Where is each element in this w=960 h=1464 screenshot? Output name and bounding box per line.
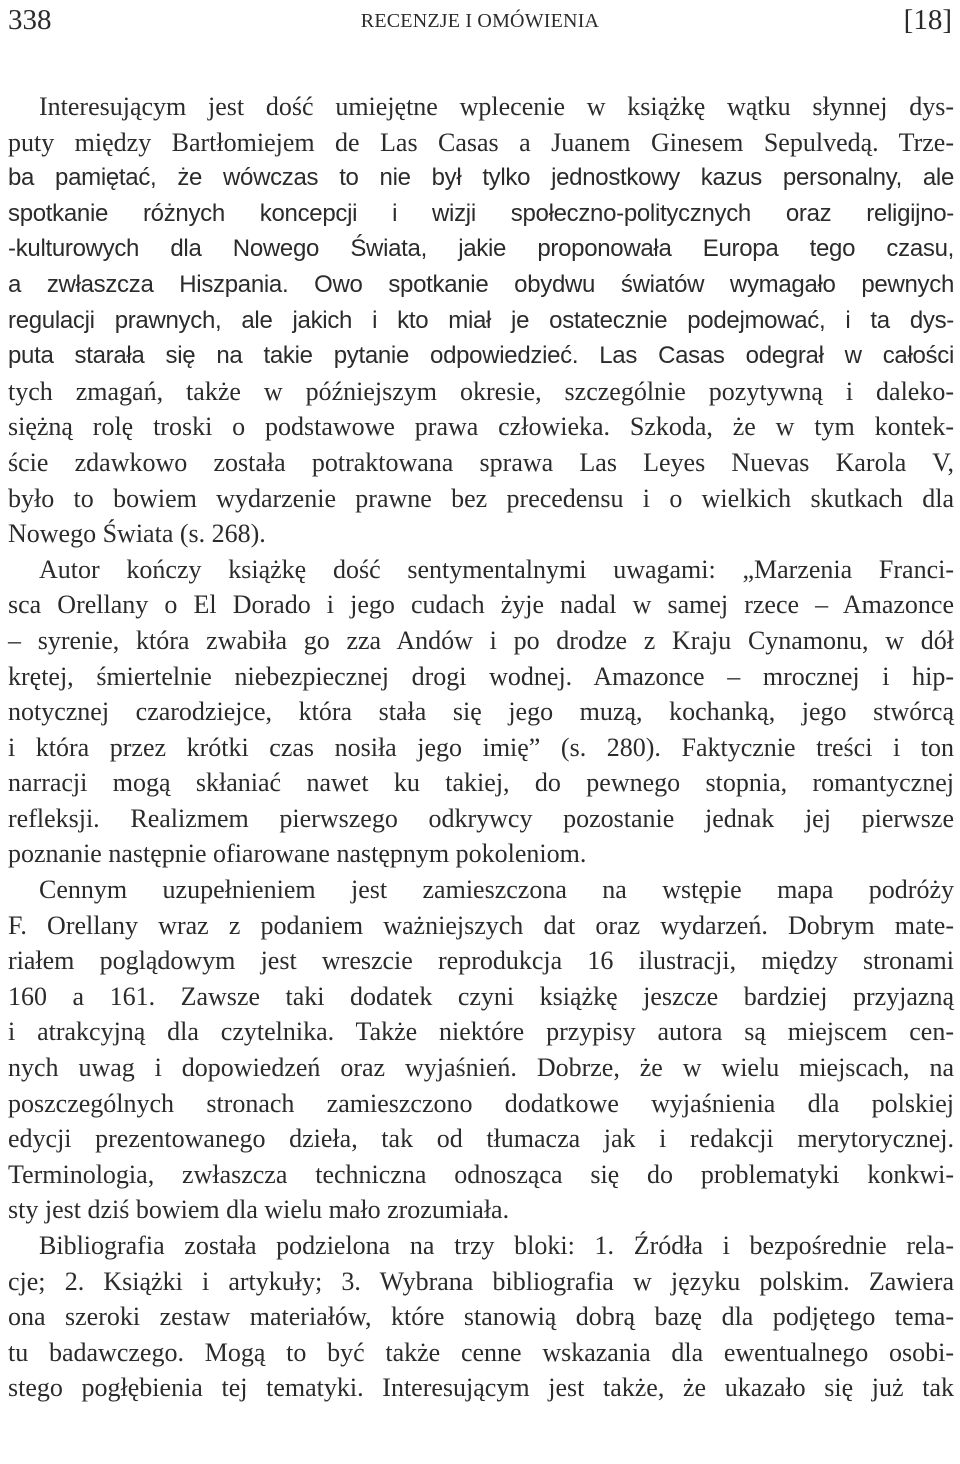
text-line: – syrenie, która zwabiła go zza Andów i po drodze z Kraju Cynamonu, w dół bbox=[8, 625, 954, 655]
text-line: siężną rolę troski o podstawowe prawa człowieka. Szkoda, że w tym kontek- bbox=[8, 412, 954, 442]
text-line: poszczególnych stronach zamieszczono dodatkowe wyjaśnienia dla polskiej bbox=[8, 1088, 954, 1118]
section-number: [18] bbox=[903, 4, 952, 36]
body-text bbox=[8, 89, 954, 1406]
text-line: sca Orellany o El Dorado i jego cudach żyje nadal w samej rzece – Amazonce bbox=[8, 590, 954, 620]
text-line: było to bowiem wydarzenie prawne bez precedensu i o wielkich skutkach dla bbox=[8, 483, 954, 513]
text-line: F. Orellany wraz z podaniem ważniejszych dat oraz wydarzeń. Dobrym mate- bbox=[8, 910, 954, 940]
text-line: Autor kończy książkę dość sentymentalnymi uwagami: „Marzenia Franci- bbox=[39, 554, 954, 584]
text-line: i która przez krótki czas nosiła jego imię” (s. 280). Faktycznie treści i ton bbox=[8, 732, 954, 762]
text-line: Terminologia, zwłaszcza techniczna odnosząca się do problematyki konkwi- bbox=[8, 1159, 954, 1189]
running-title: RECENZJE I OMÓWIENIA bbox=[360, 10, 600, 32]
text-line: refleksji. Realizmem pierwszego odkrywcy pozostanie jednak jej pierwsze bbox=[8, 803, 954, 833]
text-line: stego pogłębienia tej tematyki. Interesującym jest także, że ukazało się już tak bbox=[8, 1373, 954, 1403]
text-line: i atrakcyjną dla czytelnika. Także niektóre przypisy autora są miejscem cen- bbox=[8, 1017, 954, 1047]
text-line: tych zmagań, także w późniejszym okresie, szczególnie pozytywną i daleko- bbox=[8, 376, 954, 406]
text-line: -kulturowych dla Nowego Świata, jakie proponowała Europa tego czasu, bbox=[8, 235, 954, 263]
text-line: Cennym uzupełnieniem jest zamieszczona na wstępie mapa podróży bbox=[39, 875, 954, 905]
text-line: cje; 2. Książki i artykuły; 3. Wybrana bibliografia w języku polskim. Zawiera bbox=[8, 1266, 954, 1296]
text-line: Nowego Świata (s. 268). bbox=[8, 519, 266, 549]
text-line: tu badawczego. Mogą to być także cenne wskazania dla ewentualnego osobi- bbox=[8, 1337, 954, 1367]
text-line: a zwłaszcza Hiszpania. Owo spotkanie obydwu światów wymagało pewnych bbox=[8, 270, 954, 298]
text-line: krętej, śmiertelnie niebezpiecznej drogi wodnej. Amazonce – mrocznej i hip- bbox=[8, 661, 954, 691]
text-line: nych uwag i dopowiedzeń oraz wyjaśnień. Dobrze, że w wielu miejscach, na bbox=[8, 1053, 954, 1083]
text-line: Bibliografia została podzielona na trzy bloki: 1. Źródła i bezpośrednie rela- bbox=[39, 1231, 954, 1260]
page-header bbox=[6, 2, 954, 38]
text-line: puta starała się na takie pytanie odpowiedzieć. Las Casas odegrał w całości bbox=[8, 342, 954, 370]
text-line: Interesującym jest dość umiejętne wplecenie w książkę wątku słynnej dys- bbox=[39, 92, 954, 121]
text-line: narracji mogą skłaniać nawet ku takiej, do pewnego stopnia, romantycznej bbox=[8, 768, 954, 798]
text-line: spotkanie różnych koncepcji i wizji społeczno-politycznych oraz religijno- bbox=[8, 199, 954, 227]
text-line: 160 a 161. Zawsze taki dodatek czyni książkę jeszcze bardziej przyjazną bbox=[8, 981, 954, 1011]
text-line: notycznej czarodziejce, która stała się jego muzą, kochanką, jego stwórcą bbox=[8, 697, 954, 727]
text-line: regulacji prawnych, ale jakich i kto miał je ostatecznie podejmować, i ta dys- bbox=[8, 306, 954, 334]
text-line: ba pamiętać, że wówczas to nie był tylko jednostkowy kazus personalny, ale bbox=[8, 164, 954, 192]
text-line: ona szeroki zestaw materiałów, które stanowią dobrą bazę dla podjętego tema- bbox=[8, 1302, 954, 1332]
text-line: poznanie następnie ofiarowane następnym pokoleniom. bbox=[8, 839, 587, 869]
text-line: sty jest dziś bowiem dla wielu mało zrozumiała. bbox=[8, 1195, 510, 1225]
text-line: riałem poglądowym jest wreszcie reprodukcja 16 ilustracji, między stronami bbox=[8, 946, 954, 976]
page-number: 338 bbox=[8, 4, 52, 36]
text-line: ście zdawkowo została potraktowana sprawa Las Leyes Nuevas Karola V, bbox=[8, 447, 954, 477]
text-line: edycji prezentowanego dzieła, tak od tłumacza jak i redakcji merytorycznej. bbox=[8, 1124, 954, 1154]
text-line: puty między Bartłomiejem de Las Casas a Juanem Ginesem Sepulvedą. Trze- bbox=[8, 127, 954, 157]
